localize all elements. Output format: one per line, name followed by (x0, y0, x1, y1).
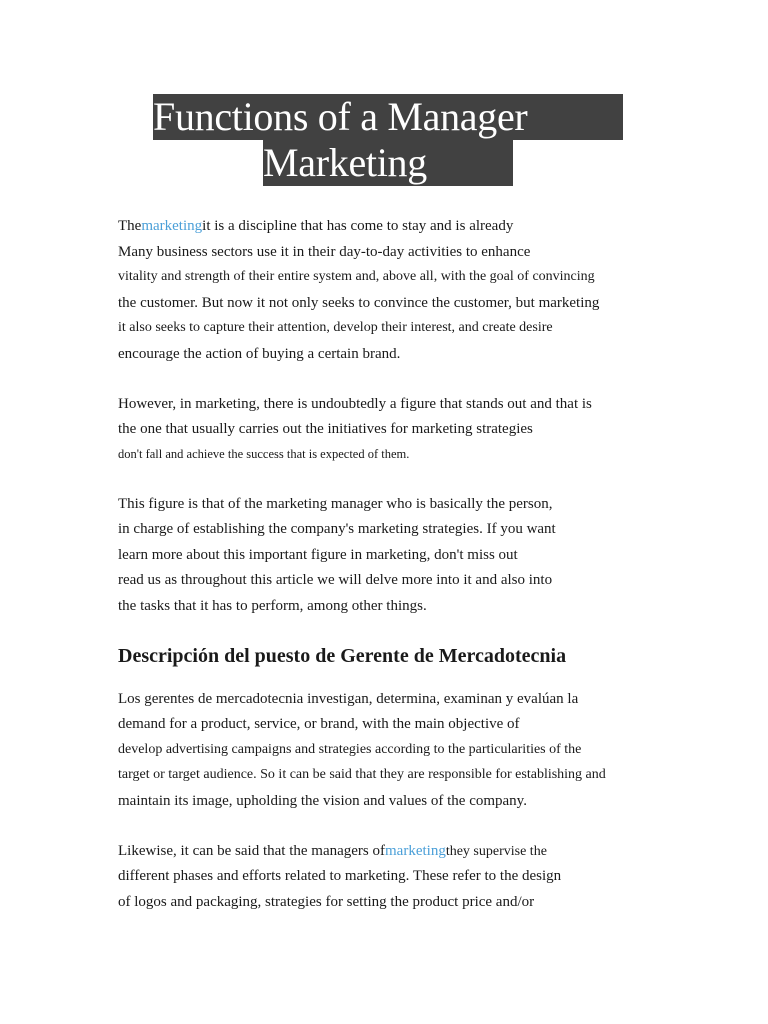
paragraph-line: maintain its image, upholding the vision and values of the company. (118, 793, 527, 809)
paragraph-line: of logos and packaging, strategies for setting the product price and/or (118, 894, 535, 910)
paragraph-line: Los gerentes de mercadotecnia investigan, determina, examinan y evalúan la (118, 691, 579, 707)
paragraph-line: read us as throughout this article we will delve more into it and also into (118, 572, 553, 588)
marketing-link[interactable]: marketing (141, 218, 203, 234)
paragraph-line: develop advertising campaigns and strategies according to the particularities of the (118, 742, 582, 757)
paragraph-line: However, in marketing, there is undoubtedly a figure that stands out and that is (118, 396, 592, 412)
paragraph-line: the customer. But now it not only seeks to convince the customer, but marketing (118, 295, 600, 311)
paragraph-line: it also seeks to capture their attention, develop their interest, and create desire (118, 320, 553, 335)
paragraph-line: encourage the action of buying a certain brand. (118, 346, 401, 362)
paragraph-line: the one that usually carries out the initiatives for marketing strategies (118, 421, 533, 437)
title-line-1 (153, 94, 623, 140)
paragraph-line: target or target audience. So it can be said that they are responsible for establishing and (118, 767, 606, 782)
paragraph-line: the tasks that it has to perform, among other things. (118, 598, 427, 614)
paragraph-line: in charge of establishing the company's marketing strategies. If you want (118, 521, 556, 537)
paragraph-line (118, 841, 547, 862)
text-fragment: it is a discipline that has come to stay and is already (202, 218, 514, 234)
paragraph-line: This figure is that of the marketing manager who is basically the person, (118, 496, 553, 512)
paragraph-line (118, 216, 513, 236)
text-fragment: Likewise, it can be said that the managers of (118, 843, 385, 859)
paragraph-line: Many business sectors use it in their day-to-day activities to enhance (118, 244, 531, 260)
text-fragment: The (118, 218, 142, 234)
paragraph-line: different phases and efforts related to marketing. These refer to the design (118, 868, 562, 884)
paragraph-line: learn more about this important figure in marketing, don't miss out (118, 547, 518, 563)
title-text-1: Functions of a Manager (153, 94, 528, 139)
paragraph-line: demand for a product, service, or brand, with the main objective of (118, 716, 520, 732)
section-heading: Descripción del puesto de Gerente de Mercadotecnia (118, 645, 567, 667)
title-line-2 (263, 140, 513, 186)
paragraph-line: don't fall and achieve the success that is expected of them. (118, 447, 410, 461)
text-fragment: they supervise the (445, 844, 547, 859)
title-text-2: Marketing (263, 140, 427, 185)
marketing-link[interactable]: marketing (385, 843, 446, 859)
paragraph-line: vitality and strength of their entire system and, above all, with the goal of convincing (118, 269, 595, 284)
